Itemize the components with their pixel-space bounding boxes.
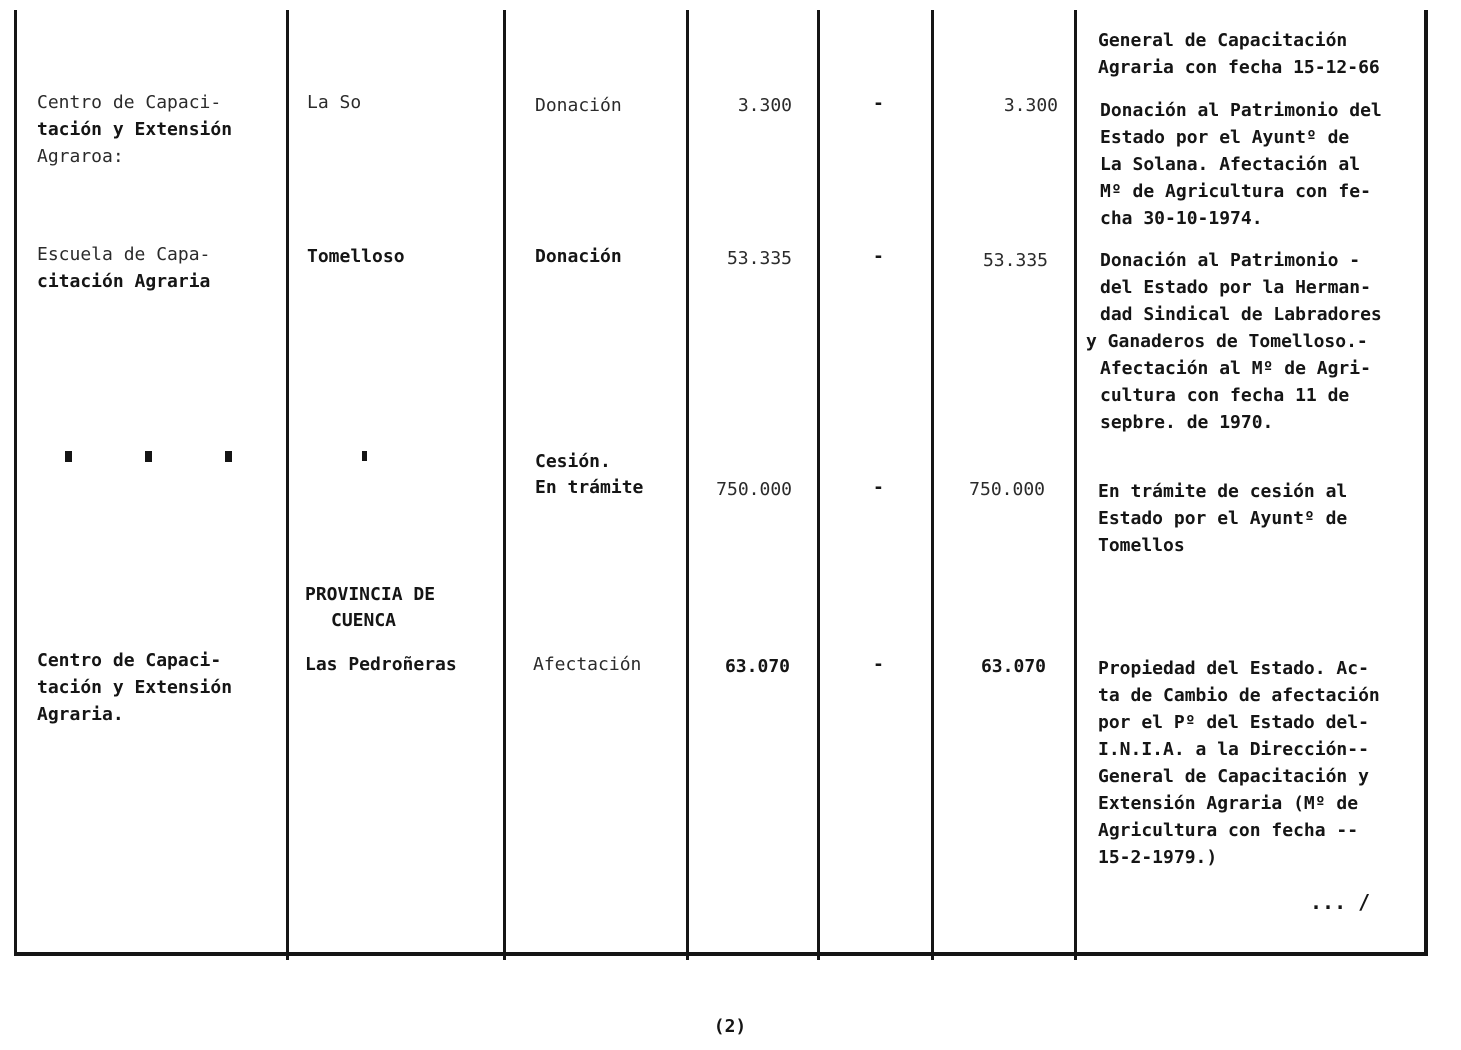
ditto-mark <box>145 451 152 462</box>
area-total: 750.000 <box>969 479 1045 500</box>
top-note-line: General de Capacitación <box>1098 30 1348 51</box>
acquisition-mode: Donación <box>535 246 622 267</box>
observation-line: del Estado por la Herman- <box>1100 277 1371 298</box>
province-heading: PROVINCIA DE <box>305 584 436 605</box>
acquisition-mode: En trámite <box>535 477 644 498</box>
dash-mark: - <box>873 93 884 114</box>
ditto-mark <box>225 451 232 462</box>
province-heading: CUENCA <box>331 610 397 631</box>
place-name: Las Pedroñeras <box>305 654 457 675</box>
dash-mark: - <box>873 246 884 267</box>
area-value: 750.000 <box>716 479 792 500</box>
observation-line: Estado por el Ayuntº de <box>1100 127 1350 148</box>
acquisition-mode: Cesión. <box>535 451 611 472</box>
observation-line: Estado por el Ayuntº de <box>1098 508 1348 529</box>
observation-line: ta de Cambio de afectación <box>1098 685 1380 706</box>
column-divider <box>931 10 934 960</box>
ditto-mark <box>65 451 72 462</box>
observation-line: Tomellos <box>1098 535 1185 556</box>
observation-line: por el Pº del Estado del- <box>1098 712 1369 733</box>
area-value: 53.335 <box>726 248 792 269</box>
area-total: 3.300 <box>1003 95 1058 116</box>
center-name-line: Agraroa: <box>37 146 124 167</box>
ditto-mark <box>362 451 367 461</box>
column-divider <box>817 10 820 960</box>
observation-line: 15-2-1979.) <box>1098 847 1218 868</box>
column-divider <box>503 10 506 960</box>
acquisition-mode: Afectación <box>533 654 642 675</box>
continuation-mark: ... / <box>1310 890 1371 914</box>
observation-line: General de Capacitación y <box>1098 766 1369 787</box>
dash-mark: - <box>873 477 884 498</box>
observation-line: sepbre. de 1970. <box>1100 412 1274 433</box>
acquisition-mode: Donación <box>535 95 622 116</box>
observation-line: Afectación al Mº de Agri- <box>1100 358 1371 379</box>
page-number: (2) <box>713 1016 747 1037</box>
observation-line: Agricultura con fecha -- <box>1098 820 1359 841</box>
center-name-line: tación y Extensión <box>37 119 233 140</box>
observation-line: Propiedad del Estado. Ac- <box>1098 658 1369 679</box>
dash-mark: - <box>873 654 884 675</box>
observation-line: I.N.I.A. a la Dirección-- <box>1098 739 1369 760</box>
column-divider <box>686 10 689 960</box>
area-value: 63.070 <box>724 656 790 677</box>
observation-line: cha 30-10-1974. <box>1100 208 1263 229</box>
observation-line: Donación al Patrimonio - <box>1100 250 1361 271</box>
center-name-line: tación y Extensión <box>37 677 233 698</box>
area-total: 53.335 <box>982 250 1048 271</box>
column-divider <box>1074 10 1077 960</box>
place-name: Tomelloso <box>307 246 405 267</box>
top-note-line: Agraria con fecha 15-12-66 <box>1098 57 1380 78</box>
observation-line: Extensión Agraria (Mº de <box>1098 793 1359 814</box>
observation-line: dad Sindical de Labradores <box>1100 304 1382 325</box>
center-name-line: citación Agraria <box>37 271 211 292</box>
observation-line: Donación al Patrimonio del <box>1100 100 1382 121</box>
center-name-line: Centro de Capaci- <box>37 92 222 113</box>
center-name-line: Centro de Capaci- <box>37 650 222 671</box>
center-name-line: Agraria. <box>37 704 124 725</box>
observation-line: cultura con fecha 11 de <box>1100 385 1350 406</box>
area-value: 3.300 <box>737 95 792 116</box>
place-name: La So <box>307 92 362 113</box>
center-name-line: Escuela de Capa- <box>37 244 211 265</box>
observation-line: En trámite de cesión al <box>1098 481 1348 502</box>
observation-line: Mº de Agricultura con fe- <box>1100 181 1371 202</box>
column-divider <box>286 10 289 960</box>
observation-line: La Solana. Afectación al <box>1100 154 1361 175</box>
observation-line: y Ganaderos de Tomelloso.- <box>1086 331 1368 352</box>
area-total: 63.070 <box>980 656 1046 677</box>
